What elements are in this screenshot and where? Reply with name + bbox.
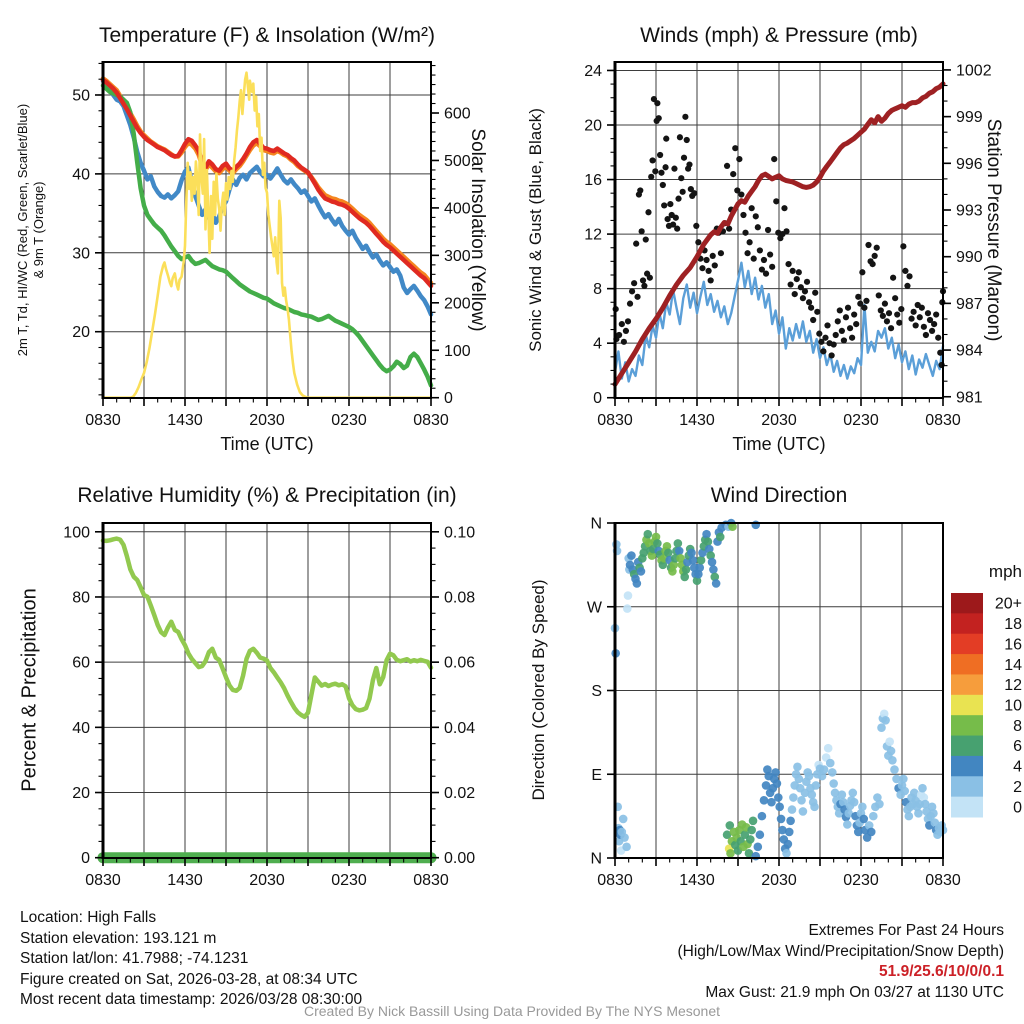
wind-direction-chart [500, 460, 1024, 900]
chart-title-winddir: Wind Direction [710, 484, 848, 507]
svg-text:400: 400 [444, 200, 471, 218]
speed-colorbar [951, 562, 1022, 818]
svg-text:10: 10 [1004, 697, 1022, 715]
extremes-sub: (High/Low/Max Wind/Precipitation/Snow Depth) [677, 942, 1004, 960]
svg-text:80: 80 [72, 589, 90, 607]
svg-text:2030: 2030 [249, 412, 285, 429]
svg-text:2030: 2030 [761, 872, 797, 889]
humidity-precip-chart [0, 460, 500, 900]
svg-text:2030: 2030 [761, 412, 797, 429]
svg-text:0830: 0830 [413, 412, 449, 429]
ticks [584, 62, 991, 429]
svg-text:0230: 0230 [843, 872, 879, 889]
recent-timestamp: Most recent data timestamp: 2026/03/28 08:30:00 [20, 991, 363, 1008]
svg-text:981: 981 [956, 389, 983, 407]
svg-text:0830: 0830 [597, 872, 633, 889]
svg-text:500: 500 [444, 152, 471, 170]
svg-text:20: 20 [584, 117, 602, 135]
svg-text:4: 4 [593, 335, 602, 353]
svg-text:0.06: 0.06 [444, 654, 476, 672]
svg-text:0830: 0830 [925, 412, 961, 429]
ylabel-wind-left: Sonic Wind & Gust (Blue, Black) [526, 108, 545, 352]
svg-text:200: 200 [444, 295, 471, 313]
svg-text:14: 14 [1004, 656, 1022, 674]
svg-text:2: 2 [1013, 778, 1022, 796]
svg-text:8: 8 [593, 281, 602, 299]
svg-text:0: 0 [1013, 799, 1022, 817]
svg-text:40: 40 [72, 719, 90, 737]
svg-text:1430: 1430 [679, 872, 715, 889]
ylabel-pressure-right: Station Pressure (Maroon) [983, 118, 1004, 342]
gridlines [103, 523, 431, 858]
chart-title-temp: Temperature (F) & Insolation (W/m²) [98, 24, 436, 47]
svg-text:0: 0 [444, 390, 453, 408]
svg-text:W: W [586, 599, 602, 617]
svg-text:18: 18 [1004, 616, 1022, 634]
svg-text:1002: 1002 [956, 62, 992, 80]
svg-text:S: S [591, 683, 602, 700]
svg-text:300: 300 [444, 247, 471, 265]
svg-text:20+: 20+ [994, 595, 1022, 613]
svg-text:N: N [590, 850, 602, 868]
ylabel-percent-left: Percent & Precipitation [18, 588, 41, 792]
svg-text:4: 4 [1013, 758, 1022, 776]
svg-text:984: 984 [956, 342, 983, 360]
svg-text:8: 8 [1013, 717, 1022, 735]
temperature-insolation-chart [0, 0, 500, 460]
svg-text:24: 24 [584, 62, 602, 80]
svg-text:987: 987 [956, 295, 983, 313]
max-gust: Max Gust: 21.9 mph On 03/27 at 1130 UTC [705, 983, 1004, 1001]
svg-text:0230: 0230 [331, 872, 367, 889]
station-location: Location: High Falls [20, 909, 157, 926]
ticks [63, 524, 475, 889]
svg-text:2030: 2030 [249, 872, 285, 889]
svg-text:100: 100 [444, 342, 471, 360]
svg-text:0.10: 0.10 [444, 524, 476, 542]
station-elevation: Station elevation: 193.121 m [20, 929, 217, 947]
credit-line: Created By Nick Bassill Using Data Provided By The NYS Mesonet [303, 1003, 721, 1019]
svg-text:12: 12 [1004, 677, 1022, 695]
svg-text:16: 16 [1004, 636, 1022, 654]
extremes-title: Extremes For Past 24 Hours [808, 922, 1004, 939]
svg-text:600: 600 [444, 105, 471, 123]
svg-text:E: E [591, 766, 602, 784]
svg-text:40: 40 [72, 166, 90, 184]
svg-text:60: 60 [72, 654, 90, 672]
extremes-values: 51.9/25.6/10/0/0.1 [879, 963, 1004, 980]
svg-text:993: 993 [956, 202, 983, 220]
extremes-block [678, 921, 1005, 1003]
svg-text:1430: 1430 [679, 412, 715, 429]
xlabel-temp: Time (UTC) [220, 434, 314, 454]
chart-title-winds: Winds (mph) & Pressure (mb) [640, 24, 918, 47]
winds-pressure-chart [500, 0, 1024, 460]
ylabel-direction-left: Direction (Colored By Speed) [529, 579, 548, 801]
chart-title-humidity: Relative Humidity (%) & Precipitation (in) [77, 484, 457, 507]
svg-text:0: 0 [81, 850, 90, 868]
svg-text:0830: 0830 [85, 872, 121, 889]
station-latlon: Station lat/lon: 41.7988; -74.1231 [20, 950, 249, 967]
svg-text:mph: mph [988, 562, 1022, 581]
svg-text:0830: 0830 [597, 412, 633, 429]
svg-text:1430: 1430 [167, 412, 203, 429]
svg-text:N: N [590, 515, 602, 533]
svg-text:996: 996 [956, 155, 983, 173]
svg-text:990: 990 [956, 249, 983, 267]
svg-text:6: 6 [1013, 738, 1022, 756]
figure-created: Figure created on Sat, 2026-03-28, at 08:34 UTC [20, 970, 358, 988]
svg-text:20: 20 [72, 785, 90, 803]
svg-text:0230: 0230 [843, 412, 879, 429]
svg-text:0830: 0830 [925, 872, 961, 889]
svg-text:0.02: 0.02 [444, 785, 476, 803]
svg-text:999: 999 [956, 109, 983, 127]
svg-text:16: 16 [584, 172, 602, 190]
svg-text:0.00: 0.00 [444, 850, 476, 868]
gridlines [103, 62, 431, 398]
svg-text:20: 20 [72, 324, 90, 342]
svg-text:0230: 0230 [331, 412, 367, 429]
svg-text:0.08: 0.08 [444, 589, 476, 607]
station-info-block [20, 908, 362, 1011]
svg-text:0830: 0830 [85, 412, 121, 429]
ylabel-temp-left: 2m T, Td, HI/WC (Red, Green, Scarlet/Blue) & 9m T (Orange) [15, 103, 46, 357]
svg-text:0.04: 0.04 [444, 719, 476, 737]
svg-text:50: 50 [72, 87, 90, 105]
svg-text:100: 100 [63, 524, 90, 542]
svg-text:0: 0 [593, 390, 602, 408]
svg-text:1430: 1430 [167, 872, 203, 889]
svg-text:30: 30 [72, 245, 90, 263]
svg-text:12: 12 [584, 226, 602, 244]
xlabel-winds: Time (UTC) [732, 434, 826, 454]
ylabel-insolation-right: Solar Insolation (Yellow) [467, 128, 488, 332]
svg-text:0830: 0830 [413, 872, 449, 889]
